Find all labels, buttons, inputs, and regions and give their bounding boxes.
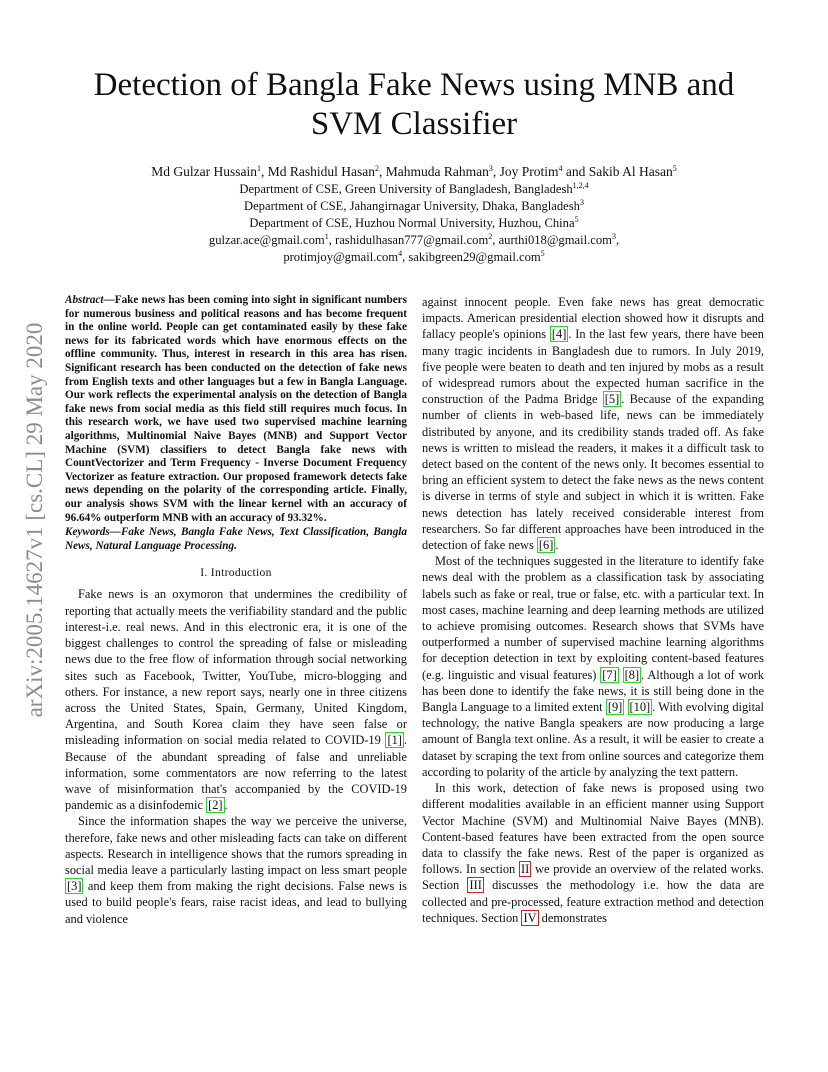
paragraph-text: .: [224, 798, 228, 813]
paragraph-text: demonstrates: [538, 910, 608, 925]
paragraph-text: . Because of the abundant spreading of false and unreliable information, some commentators are now referring to the latest wave of misinformation that's accompanied by the COVID-19 pandemic as a disinfodemic: [65, 733, 407, 813]
affiliation-line: [60, 181, 768, 198]
email-sup: 1: [324, 232, 329, 241]
author-sup: 3: [488, 164, 493, 173]
affiliations: [60, 181, 768, 266]
citation-link[interactable]: [6]: [538, 538, 554, 553]
arxiv-sidebar: [22, 280, 48, 760]
paragraph-text: Most of the techniques suggested in the literature to identify fake news deal with the problem as a classification task by associating labels such as fake or real, true or false, etc. with a particular text. In most cases, machine learning and deep learning methods are utilized to achieve promising outcomes. Research shows that SVMs have outperformed a number of supervised machine learning algorithms for deception detection in text by exploiting content-based features (e.g. linguistic and visual features): [422, 554, 764, 682]
author-sup: 5: [672, 164, 677, 173]
email-sup: 4: [398, 249, 403, 258]
citation-link[interactable]: [10]: [629, 700, 651, 715]
email: gulzar.ace@gmail.com: [208, 233, 325, 247]
right-column: [422, 294, 764, 926]
author-sup: 2: [374, 164, 379, 173]
section-link[interactable]: IV: [523, 910, 537, 925]
paragraph-text: we provide an overview of the related works. Section: [422, 862, 764, 893]
author-name: Mahmuda Rahman: [385, 164, 489, 179]
left-column: [65, 294, 407, 927]
paragraph: [422, 780, 764, 926]
paper-title: Detection of Bangla Fake News using MNB and SVM Classifier: [93, 67, 735, 142]
author-name: Sakib Al Hasan: [588, 164, 673, 179]
email: protimjoy@gmail.com: [283, 250, 399, 264]
citation-link[interactable]: [4]: [551, 327, 567, 342]
paragraph: [65, 813, 407, 926]
section-heading: I. Introduction: [200, 566, 272, 580]
citation-link[interactable]: [8]: [624, 667, 640, 682]
citation-link[interactable]: [9]: [607, 700, 623, 715]
abstract-label: Abstract: [65, 294, 104, 306]
author-sup: 4: [558, 164, 563, 173]
paragraph-text: . Because of the expanding number of clients in web-based life, news can be immediately distributed by anyone, and its credibility stands traded off. As fake news is written to mislead the readers, it makes it a difficult task to detect based on the content of the news only. It becomes essential to bring an efficient system to detect the fake news as the news content is diverse in terms of style and subject in which it is written. Fake news detection has lately received considerable interest from researchers. So far different approaches have been introduced in the detection of fake news: [422, 392, 765, 553]
paragraph-text: and keep them from making the right decisions. False news is used to build people's fears, raise racist ideas, and lead to bullying and violence: [65, 879, 407, 926]
paragraph-text: .: [555, 538, 559, 553]
author-name: Md Gulzar Hussain: [151, 164, 257, 179]
paragraph-text: Since the information shapes the way we perceive the universe, therefore, fake news and other misleading facts can take on different aspects. Research in intelligence shows that the rumors spreading in social media leave a particularly lasting impact on less smart people: [65, 814, 407, 877]
paragraph: [422, 294, 764, 553]
author-list: Md Gulzar Hussain$^1$, Md Rashidul Hasan$^2$, Mahmuda Rahman$^3$, Joy Protim$^4$ and Sakib Al Hasan$^5$: [151, 164, 677, 179]
paragraph: [65, 586, 407, 813]
affiliation-sup: 1,2,4: [572, 181, 589, 190]
paragraph-text: discusses the methodology i.e. how the data are collected and pre-processed, feature extraction method and detection techniques. Section: [422, 878, 764, 925]
email-sup: 2: [488, 232, 493, 241]
author-name: Md Rashidul Hasan: [267, 164, 375, 179]
email: rashidulhasan777@gmail.com: [335, 233, 489, 247]
citation-link[interactable]: [1]: [387, 733, 402, 748]
email: sakibgreen29@gmail.com: [408, 250, 541, 264]
affiliation-text: Department of CSE, Jahangirnagar University, Dhaka, Bangladesh: [244, 199, 580, 213]
paragraph-text: . In the last few years, there have been many tragic incidents in Bangladesh due to rumors. In July 2019, five people were beaten to death and ten injured by mobs as a result of widespread rumors about the expected human sacrifice in the construction of the Padma Bridge: [422, 327, 765, 407]
section-link[interactable]: II: [520, 862, 530, 877]
paragraph: [422, 553, 764, 780]
paragraph-text: Fake news is an oxymoron that undermines the credibility of reporting that actually meets the verifiability standard and the public interest-i.e. real news. And in this electronic era, it is one of the biggest challenges to control the spreading of false or misleading news due to the free flow of information through social networking sites such as Facebook, Twitter, YouTube, micro-blogging and others. For instance, a new report says, nearly one in three citizens across the United States, Spain, Germany, United Kingdom, Argentina, and South Korea claim they have seen false or misleading information on social media related to COVID-19: [65, 587, 407, 748]
arxiv-identifier: arXiv:2005.14627v1 [cs.CL] 29 May 2020: [22, 322, 47, 718]
citation-link[interactable]: [3]: [67, 879, 82, 894]
email-line: gulzar.ace@gmail.com$^1$, rashidulhasan777@gmail.com$^2$, aurthi018@gmail.com$^3$,: [208, 232, 620, 247]
paragraph-text: . With evolving digital technology, the native Bangla speakers are now producing a large amount of Bangla text online. As a result, it will be easier to create a dataset by scraping the text from online sources and categorize them according to polarity of the article by analyzing the text pattern.: [422, 700, 765, 779]
email-sup: 3: [611, 232, 616, 241]
affiliation-line: [60, 215, 768, 232]
citation-link[interactable]: [7]: [602, 667, 617, 682]
paragraph-text: against innocent people. Even fake news has great democratic impacts. American presidential election showed how it disrupts and fallacy people's opinions: [422, 295, 764, 342]
paragraph-text: . Although a lot of work has been done to identify the fake news, it is still being done in the Bangla Language to a limited extent: [422, 667, 764, 715]
abstract: Abstract—Fake news has been coming into sight in significant numbers for numerous business and political reasons and has become frequent in the online world. People can get contaminated easily by these fake news for its fabricated words which have enormous effects on the offline community. Thus, interest in research in this area has risen. Significant research has been conducted on the detection of fake news from English texts and other languages but a few in Bangla Language. Our work reflects the experimental analysis on the detection of Bangla fake news from social media as this field still requires much focus. In this research work, we have used two supervised machine learning algorithms, Multinomial Naive Bayes (MNB) and Support Vector Machine (SVM) classifiers to detect Bangla fake news with CountVectorizer and Term Frequency - Inverse Document Frequency Vectorizer as feature extraction. Our proposed framework detects fake news depending on the polarity of the corresponding article. Finally, our analysis shows SVM with the linear kernel with an accuracy of 96.64% outperform MNB with an accuracy of 93.32%.: [65, 294, 407, 524]
author-sup: 1: [256, 164, 261, 173]
affiliation-sup: 5: [574, 215, 579, 224]
affiliation-line: [60, 198, 768, 215]
author-name: Joy Protim: [499, 164, 559, 179]
keywords-label: Keywords: [65, 526, 110, 539]
abstract-text: Fake news has been coming into sight in significant numbers for numerous business and political reasons and has become frequent in the online world. People can get contaminated easily by these fake news for its fabricated words which have enormous effects on the offline community. Thus, interest in research in this area has risen. Significant research has been conducted on the detection of fake news from English texts and other languages but a few in Bangla Language. Our work reflects the experimental analysis on the detection of Bangla fake news from social media as this field still requires much focus. In this research work, we have used two supervised machine learning algorithms, Multinomial Naive Bayes (MNB) and Support Vector Machine (SVM) classifiers to detect Bangla fake news with CountVectorizer and Term Frequency - Inverse Document Frequency Vectorizer as feature extraction. Our proposed framework detects fake news depending on the polarity of the corresponding article. Finally, our analysis shows SVM with the linear kernel with an accuracy of 96.64% outperform MNB with an accuracy of 93.32%.: [65, 294, 407, 524]
affiliation-sup: 3: [579, 198, 584, 207]
section-link[interactable]: III: [469, 878, 482, 893]
email-line: protimjoy@gmail.com$^4$, sakibgreen29@gmail.com$^5$: [283, 249, 545, 264]
citation-link[interactable]: [5]: [604, 392, 620, 407]
citation-link[interactable]: [2]: [208, 798, 223, 813]
affiliation-text: Department of CSE, Green University of Bangladesh, Bangladesh: [239, 182, 573, 196]
paragraph-text: In this work, detection of fake news is proposed using two different modalities available in an efficient manner using Support Vector Machine (SVM) and Multinomial Naive Bayes (MNB). Content-based features have been extracted from the open source data to classify the fake news. Rest of the paper is organized as follows. In section: [422, 781, 764, 877]
keywords-text: Fake News, Bangla Fake News, Text Classification, Bangla News, Natural Language Processing.: [65, 526, 407, 552]
affiliation-text: Department of CSE, Huzhou Normal University, Huzhou, China: [249, 216, 575, 230]
email: aurthi018@gmail.com: [498, 233, 612, 247]
email-sup: 5: [540, 249, 545, 258]
keywords: Keywords—Fake News, Bangla Fake News, Text Classification, Bangla News, Natural Language Processing.: [65, 526, 407, 552]
